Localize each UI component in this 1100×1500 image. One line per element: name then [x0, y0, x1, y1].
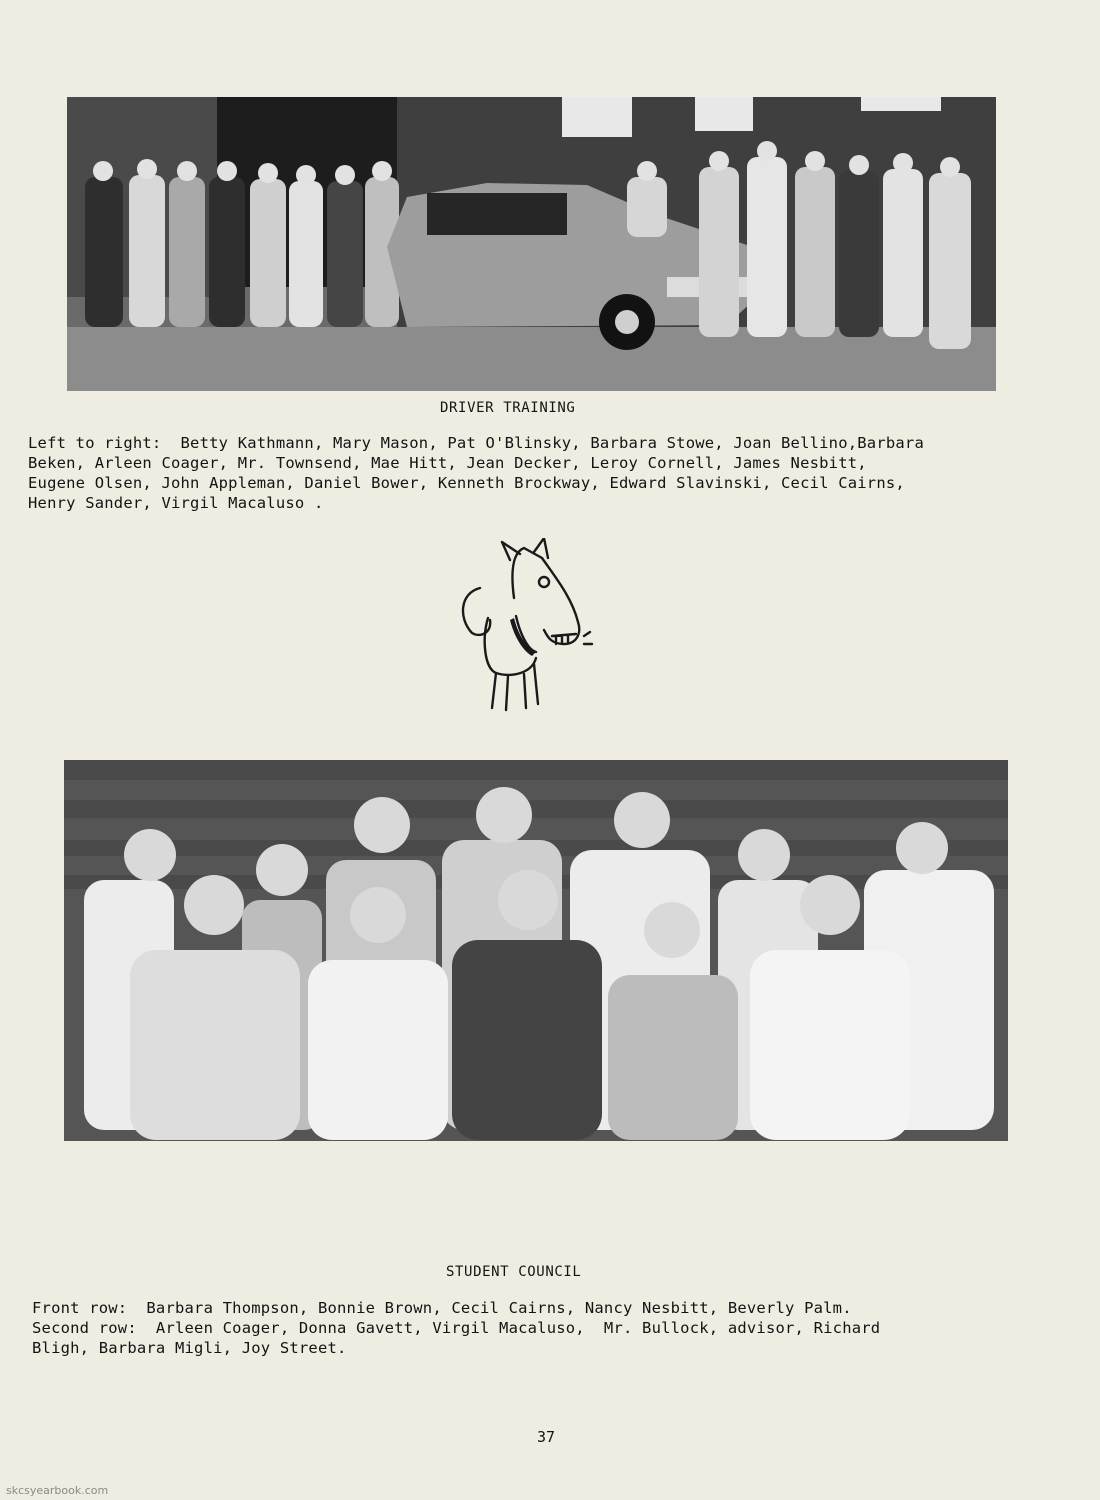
page-number: 37	[537, 1428, 556, 1446]
driver-training-photo-drawing	[67, 97, 996, 391]
student-council-photo	[64, 760, 1008, 1141]
watermark: skcsyearbook.com	[6, 1484, 109, 1497]
student-council-names: Front row: Barbara Thompson, Bonnie Brown, Cecil Cairns, Nancy Nesbitt, Beverly Palm. Second row: Arleen Coager, Donna Gavett, Virgil Macaluso, Mr. Bullock, advisor, Richard Bligh, Barbara Migli, Joy Street.	[32, 1299, 881, 1357]
student-council-photo-drawing	[64, 760, 1008, 1141]
donkey-mascot-icon	[452, 538, 594, 718]
driver-training-title: DRIVER TRAINING	[440, 400, 576, 416]
driver-training-photo	[67, 97, 996, 391]
driver-training-names: Left to right: Betty Kathmann, Mary Mason, Pat O'Blinsky, Barbara Stowe, Joan Bellino,Barbara Beken, Arleen Coager, Mr. Townsend, Mae Hitt, Jean Decker, Leroy Cornell, James Nesbitt, Eugene Olsen, John Appleman, Daniel Bower, Kenneth Brockway, Edward Slavinski, Cecil Cairns, Henry Sander, Virgil Macaluso .	[28, 434, 924, 512]
student-council-title: STUDENT COUNCIL	[446, 1264, 582, 1280]
